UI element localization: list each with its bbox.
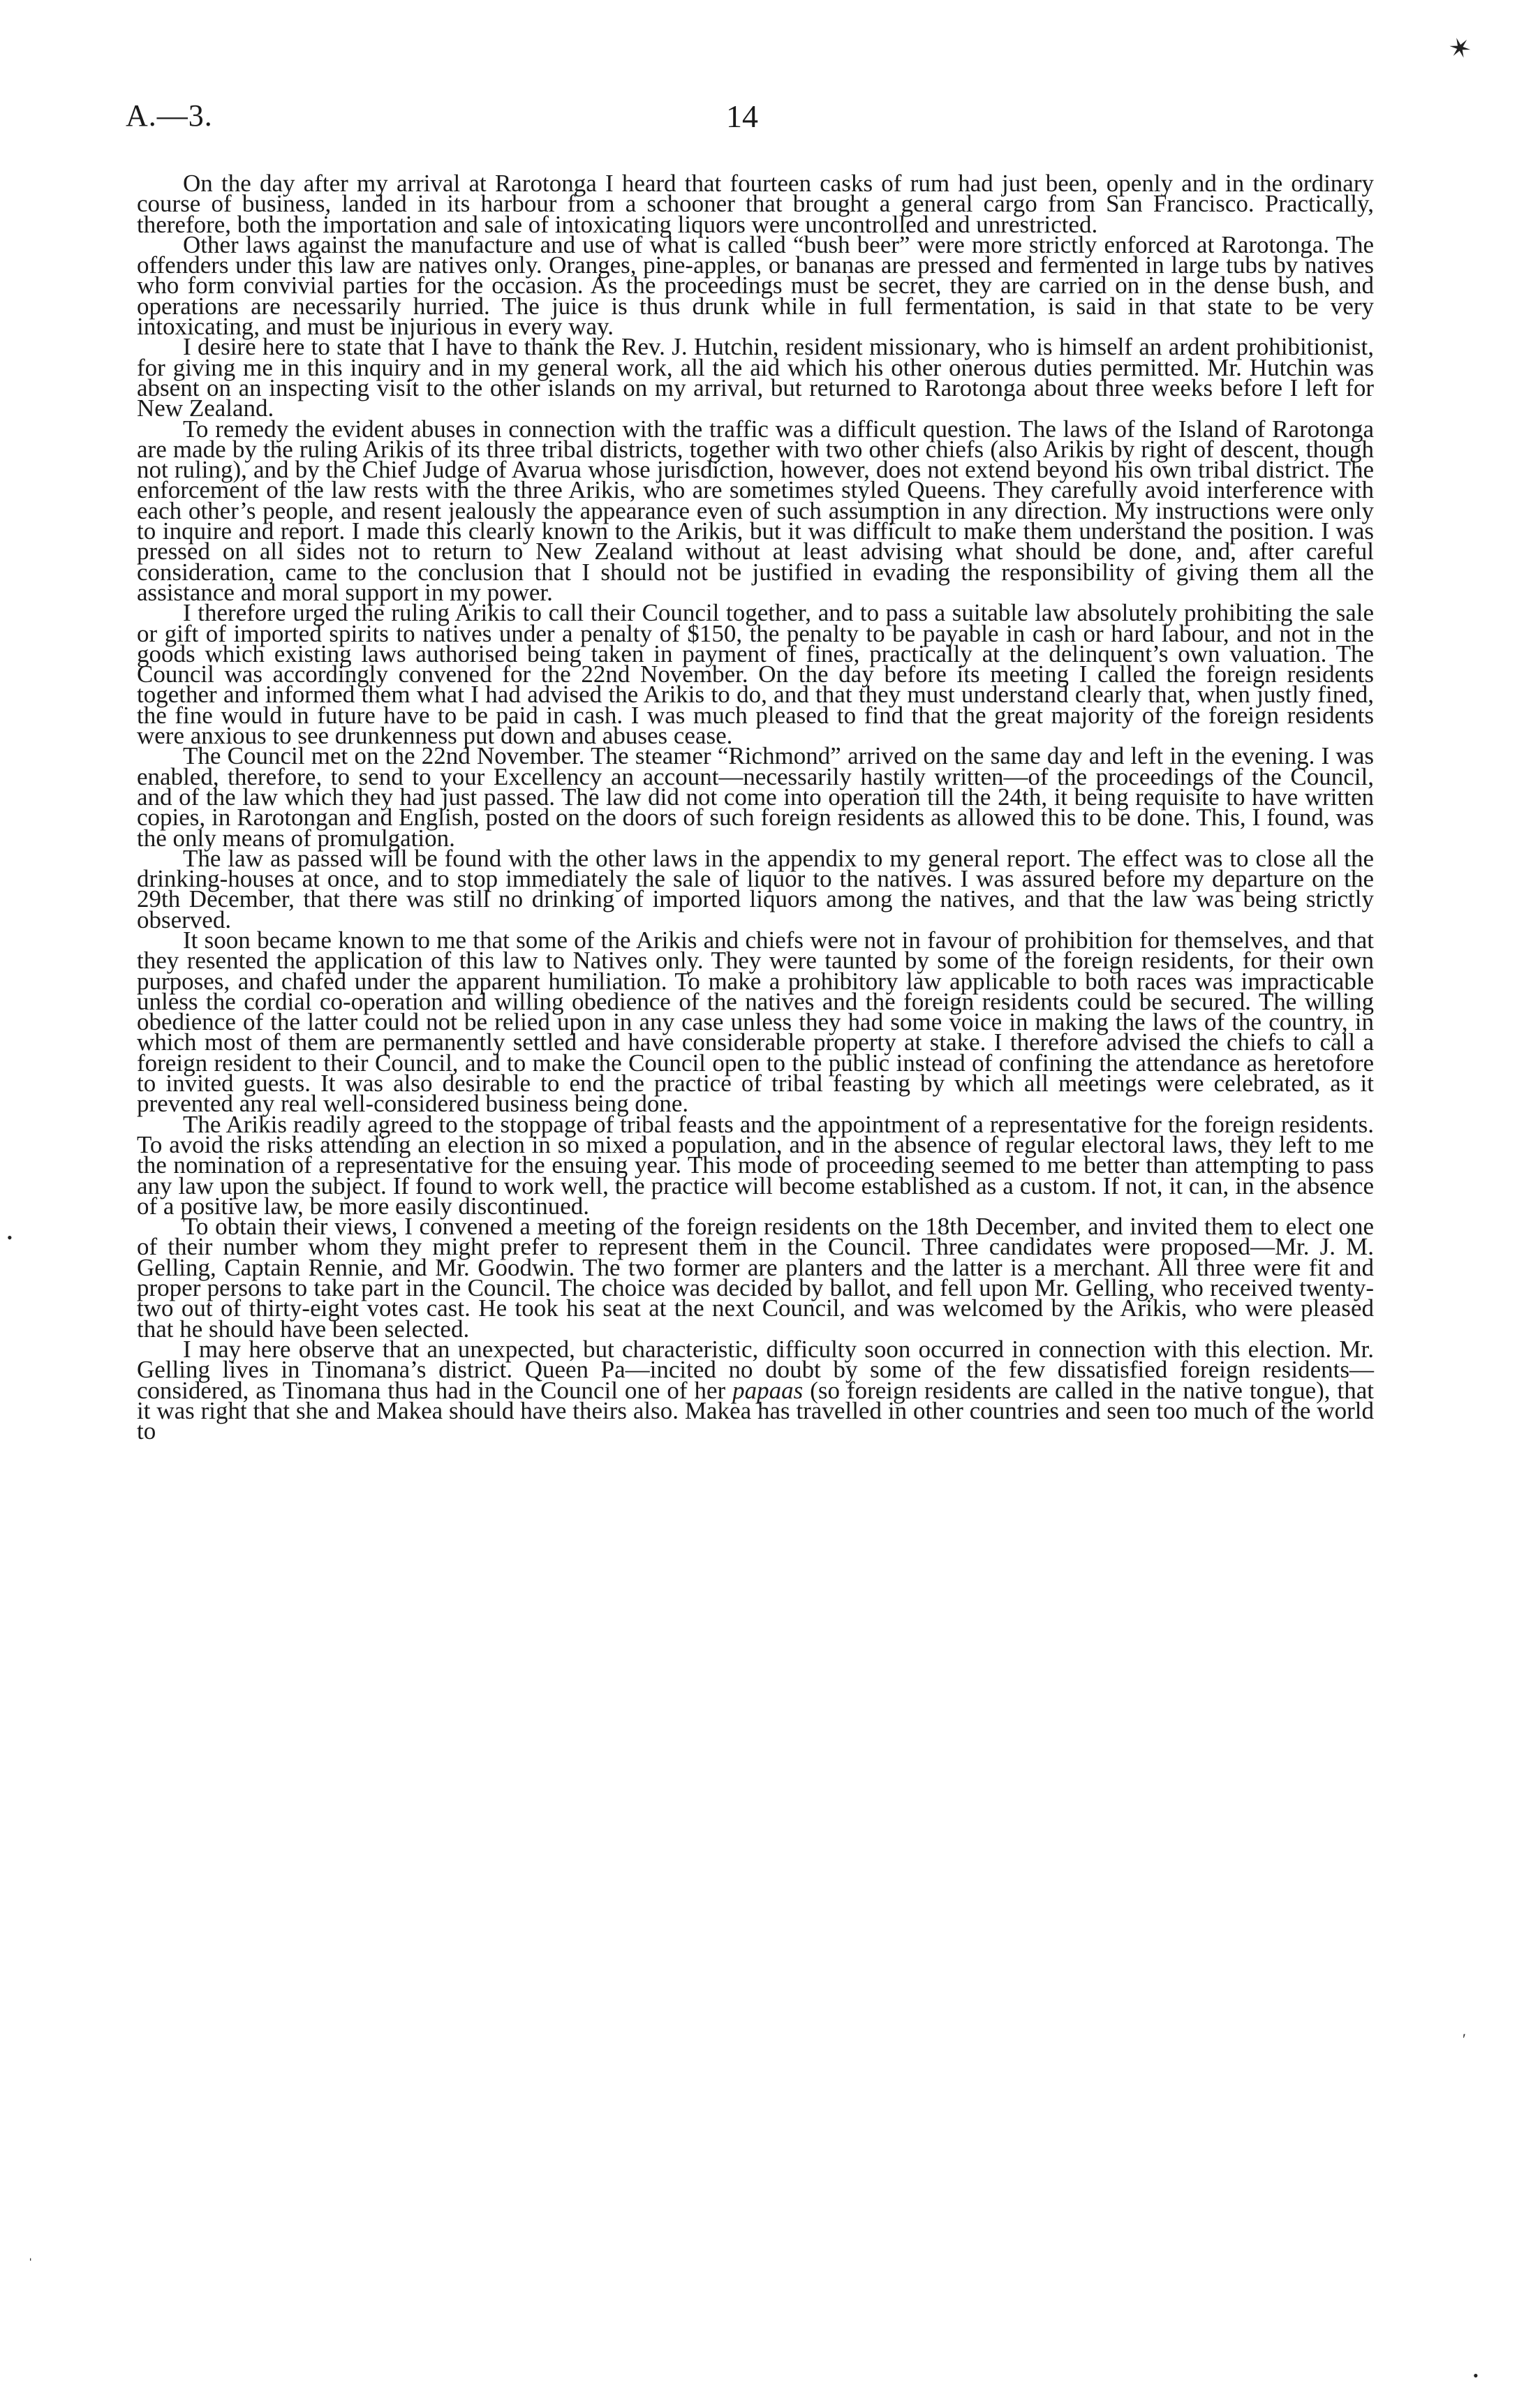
paragraph: On the day after my arrival at Rarotonga I heard that fourteen casks of rum had just been, openly and in the ordinary course of business, landed in its harbour from a schooner that brought a general cargo from San Francisco. Practically, therefore, both the importation and sale of intoxicating liquors were uncontrolled and unrestricted. [137,170,1374,238]
paragraph-last [137,1335,1374,1445]
paragraph-text: (so foreign residents are called in the native tongue), that it was right that she and Makea should have theirs also. Makea has travelled in other countries and seen too much of the world to [137,1376,1374,1445]
paragraph: The law as passed will be found with the other laws in the appendix to my general report. The effect was to close all the drinking-houses at once, and to stop immediately the sale of liquor to the natives. I was assured before my departure on the 29th December, that there was still no drinking of imported liquors among the natives, and that the law was being strictly observed. [137,844,1374,933]
document-reference: A.—3. [126,98,213,133]
margin-speck: • [7,1229,13,1246]
paragraph: The Council met on the 22nd November. The steamer “Richmond” arrived on the same day and left in the evening. I was enabled, therefore, to send to your Excellency an account—necessarily hastily written—of the proceedings of the Council, and of the law which they had just passed. The law did not come into operation till the 24th, it being requisite to have written copies, in Rarotongan and English, posted on the doors of such foreign residents as allowed this to be done. This, I found, was the only means of promulgation. [137,742,1374,852]
margin-speck: ′ [1463,2030,1466,2048]
paragraph-text: I may here observe that an unexpected, but characteristic, difficulty soon occurred in connection with this election. Mr. Gelling lives in Tinomana’s district. Queen Pa—incited no doubt by some of the few dissatisfied foreign residents—considered, as Tinomana thus had in the Council one of her [137,1335,1374,1404]
paragraph: To obtain their views, I convened a meeting of the foreign residents on the 18th December, and invited them to elect one of their number whom they might prefer to represent them in the Council. Three candidates were proposed—Mr. J. M. Gelling, Captain Rennie, and Mr. Goodwin. The two former are planters and the latter is a merchant. All three were fit and proper persons to take part in the Council. The choice was decided by ballot, and fell upon Mr. Gelling, who received twenty-two out of thirty-eight votes cast. He took his seat at the next Council, and was welcomed by the Arikis, who were pleased that he should have been selected. [137,1213,1374,1343]
italic-term: papaas [732,1376,804,1404]
paragraph: The Arikis readily agreed to the stoppage of tribal feasts and the appointment of a representative for the foreign residents. To avoid the risks attending an election in so mixed a population, and in the absence of regular electoral laws, they left to me the nomination of a representative for the ensuing year. This mode of proceeding seemed to me better than attempting to pass any law upon the subject. If found to work well, the practice will become established as a custom. If not, it can, in the absence of a positive law, be more easily discontinued. [137,1110,1374,1220]
margin-speck: ˈ [28,2255,34,2273]
margin-speck: • [1473,2367,1479,2384]
paragraph: It soon became known to me that some of the Arikis and chiefs were not in favour of prohibition for themselves, and that they resented the application of this law to Natives only. They were taunted by some of the foreign residents, for their own purposes, and chafed under the apparent humiliation. To make a prohibitory law applicable to both races was impracticable unless the cordial co-operation and willing obedience of the natives and the foreign residents could be secured. The willing obedience of the latter could not be relied upon in any case unless they had some voice in making the laws of the country, in which most of them are permanently settled and have considerable property at stake. I therefore advised the chiefs to call a foreign resident to their Council, and to make the Council open to the public instead of confining the attendance as heretofore to invited guests. It was also desirable to end the practice of tribal feasting by which all meetings were celebrated, as it prevented any real well-considered business being done. [137,926,1374,1118]
paragraph: To remedy the evident abuses in connection with the traffic was a difficult question. The laws of the Island of Rarotonga are made by the ruling Arikis of its three tribal districts, together with two other chiefs (also Arikis by right of descent, though not ruling), and by the Chief Judge of Avarua whose jurisdiction, however, does not extend beyond his own tribal district. The enforcement of the law rests with the three Arikis, who are sometimes styled Queens. They carefully avoid interference with each other’s people, and resent jealously the appearance even of such assumption in any direction. My instructions were only to inquire and report. I made this clearly known to the Arikis, but it was difficult to make them understand the position. I was pressed on all sides not to return to New Zealand without at least advising what should be done, and, after careful consideration, came to the conclusion that I should not be justified in evading the responsibility of giving them all the assistance and moral support in my power. [137,415,1374,606]
paragraph: I therefore urged the ruling Arikis to call their Council together, and to pass a suitable law absolutely prohibiting the sale or gift of imported spirits to natives under a penalty of $150, the penalty to be payable in cash or hard labour, and not in the goods which existing laws authorised being taken in payment of fines, practically at the delinquent’s own valuation. The Council was accordingly convened for the 22nd November. On the day before its meeting I called the foreign residents together and informed them what I had advised the Arikis to do, and that they must understand clearly that, when justly fined, the fine would in future have to be paid in cash. I was much pleased to find that the great majority of the foreign residents were anxious to see drunkenness put down and abuses cease. [137,599,1374,750]
paragraph: Other laws against the manufacture and use of what is called “bush beer” were more strictly enforced at Rarotonga. The offenders under this law are natives only. Oranges, pine-apples, or bananas are pressed and fermented in large tubs by natives who form convivial parties for the occasion. As the proceedings must be secret, they are carried on in the dense bush, and operations are necessarily hurried. The juice is thus drunk while in full fermentation, is said in that state to be very intoxicating, and must be injurious in every way. [137,230,1374,341]
paragraph: I desire here to state that I have to thank the Rev. J. Hutchin, resident missionary, who is himself an ardent prohibitionist, for giving me in this inquiry and in my general work, all the aid which his other onerous duties permitted. Mr. Hutchin was absent on an inspecting visit to the other islands on my arrival, but returned to Rarotonga about three weeks before I left for New Zealand. [137,333,1374,422]
corner-ink-mark: ✶ [1444,29,1477,68]
body-text [137,170,1374,1445]
page-number: 14 [726,98,758,134]
